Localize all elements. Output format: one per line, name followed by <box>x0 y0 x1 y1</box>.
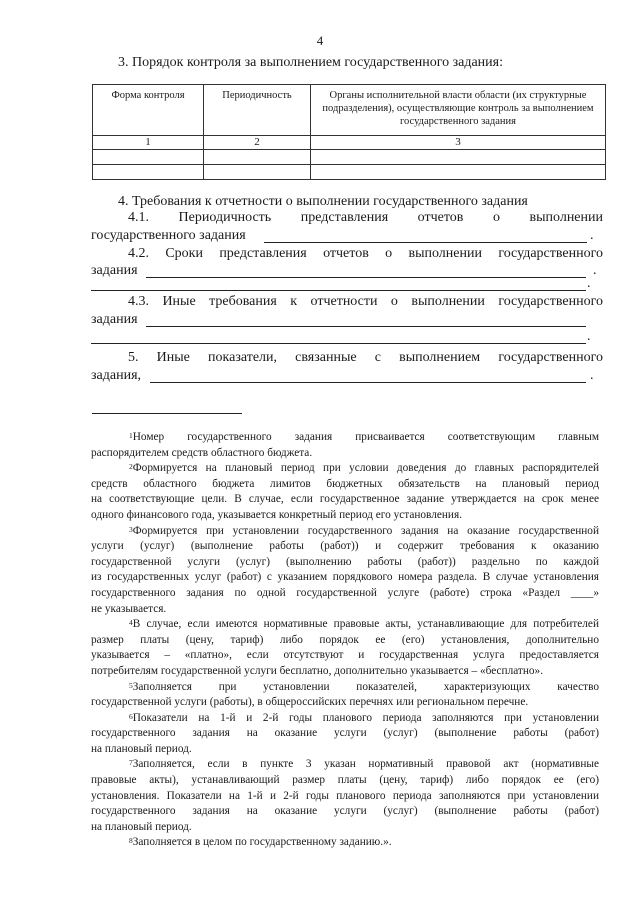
footnote-mark: 5 <box>129 680 133 690</box>
footnote-mark: 4 <box>129 618 133 628</box>
footnote-line: размер платы (цену, тариф) либо порядок ее (его) установления, дополнительно <box>91 633 599 646</box>
table-row <box>93 150 606 165</box>
footnote-line: Заполняется в целом по государственному заданию.». <box>132 836 392 849</box>
table-number-cell: 3 <box>311 136 606 150</box>
footnote-mark: 7 <box>129 758 133 768</box>
period-mark: . <box>587 276 591 291</box>
table-header-cell: Форма контроля <box>93 85 204 136</box>
footnote-line: средств областного бюджета лимитов бюджетных обязательств на плановый период <box>91 477 599 490</box>
footnote-line: Показатели на 1-й и 2-й годы планового периода заполняются при установлении <box>132 711 599 724</box>
footnote-line: Номер государственного задания присваивается соответствующим главным <box>132 431 599 443</box>
fill-in-line[interactable] <box>91 343 586 344</box>
footnote-line: установления. Показатели на 1-й и 2-й годы планового периода заполняются при установлении <box>91 789 599 802</box>
table-row <box>93 165 606 180</box>
footnote <box>91 617 599 679</box>
table-header-cell: Органы исполнительной власти области (их структурные подразделения), осуществляющие контроль за выполнением государственного задания <box>311 85 606 136</box>
footnotes <box>91 430 599 851</box>
footnote <box>91 835 599 851</box>
footnote-line: на плановый период. <box>91 742 192 755</box>
period-mark: . <box>593 263 597 278</box>
footnote-line: потребителям государственной услуги бесплатно, дополнительно указывается – «бесплатно». <box>91 664 544 677</box>
table-number-cell: 1 <box>93 136 204 150</box>
footnote-separator <box>92 413 242 414</box>
footnote-line: государственной услуги (услуг) (выполнению работы (работ)) раздельно по каждой <box>91 555 599 568</box>
fill-in-line[interactable] <box>264 242 587 243</box>
paragraph-4-2-line-1: 4.2. Сроки представления отчетов о выполнении государственного <box>128 246 603 261</box>
table-cell <box>93 150 204 165</box>
footnote-line: В случае, если имеются нормативные правовые акты, устанавливающие для потребителей <box>132 618 599 631</box>
table-cell <box>311 165 606 180</box>
section-5-line-2: задания, <box>91 368 142 383</box>
footnote-line: Формируется на плановый период при условии доведения до главных распорядителей <box>132 462 599 475</box>
footnote <box>91 430 599 461</box>
table-number-row <box>93 136 606 150</box>
period-mark: . <box>590 368 594 383</box>
footnote <box>91 680 599 711</box>
footnote-line: Заполняется, если в пункте 3 указан нормативный правовой акт (нормативные <box>132 758 599 771</box>
footnote-line: указывается – «платно», если отсутствуют и государственная услуга предоставляется <box>91 649 599 662</box>
table-cell <box>93 165 204 180</box>
footnote-mark: 3 <box>129 524 133 534</box>
footnote-mark: 2 <box>129 462 133 472</box>
paragraph-4-3-line-2: задания <box>91 312 138 327</box>
footnote-mark: 8 <box>129 836 133 846</box>
period-mark: . <box>587 329 591 344</box>
paragraph-4-3-line-1: 4.3. Иные требования к отчетности о выполнении государственного <box>128 294 603 309</box>
footnote-line: государственной услуги (работы), в общероссийских перечнях или региональном перечне. <box>91 696 529 709</box>
footnote-line: правовые акты), устанавливающий размер платы (цену, тариф) либо порядок ее (его) <box>91 774 599 787</box>
footnote-line: на соответствующие цели. В случае, если государственное задание утверждается на срок менее <box>91 493 599 506</box>
control-table <box>92 84 606 180</box>
footnote-line: государственного задания по одной государственной услуге (работе) строка «Раздел ____» <box>91 586 599 599</box>
footnote-line: распорядителем средств областного бюджета. <box>91 446 313 459</box>
fill-in-line[interactable] <box>146 326 586 327</box>
fill-in-line[interactable] <box>91 290 586 291</box>
table-cell <box>204 165 311 180</box>
section-4-heading: 4. Требования к отчетности о выполнении государственного задания <box>118 194 528 209</box>
paragraph-4-1-line-1: 4.1. Периодичность представления отчетов о выполнении <box>128 210 603 225</box>
section-5-line-1: 5. Иные показатели, связанные с выполнением государственного <box>128 350 603 365</box>
period-mark: . <box>590 228 594 243</box>
footnote-line: Заполняется при установлении показателей, характеризующих качество <box>132 680 599 693</box>
footnote-line: не указывается. <box>91 602 167 615</box>
page-number: 4 <box>316 33 324 48</box>
table-cell <box>204 150 311 165</box>
footnote-line: на плановый период. <box>91 820 192 833</box>
footnote-line: Формируется при установлении государственного задания на оказание государственной <box>132 524 599 537</box>
paragraph-4-2-line-2: задания <box>91 263 138 278</box>
footnote-line: услуги (услуг) (выполнение работы (работ)) и содержит требования к оказанию <box>91 540 599 553</box>
section-3-heading: 3. Порядок контроля за выполнением государственного задания: <box>118 55 503 70</box>
footnote-mark: 6 <box>129 711 133 721</box>
footnote-line: государственного задания на оказание услуги (услуг) (выполнение работы (работ) <box>91 805 599 818</box>
footnote-line: из государственных услуг (работ) с указанием порядкового номера раздела. В случае установления <box>91 571 599 584</box>
table-cell <box>311 150 606 165</box>
table-number-cell: 2 <box>204 136 311 150</box>
paragraph-4-1-line-2: государственного задания <box>91 228 246 243</box>
footnote <box>91 711 599 758</box>
fill-in-line[interactable] <box>150 382 586 383</box>
footnote-line: одного финансового года, указывается конкретный период его установления. <box>91 508 462 521</box>
table-header-cell: Периодичность <box>204 85 311 136</box>
footnote <box>91 757 599 835</box>
footnote-line: государственного задания на оказание услуги (услуг) (выполнение работы (работ) <box>91 727 599 740</box>
footnote-mark: 1 <box>129 431 133 440</box>
fill-in-line[interactable] <box>146 277 586 278</box>
footnote <box>91 524 599 618</box>
table-header-row <box>93 85 606 136</box>
footnote <box>91 461 599 523</box>
